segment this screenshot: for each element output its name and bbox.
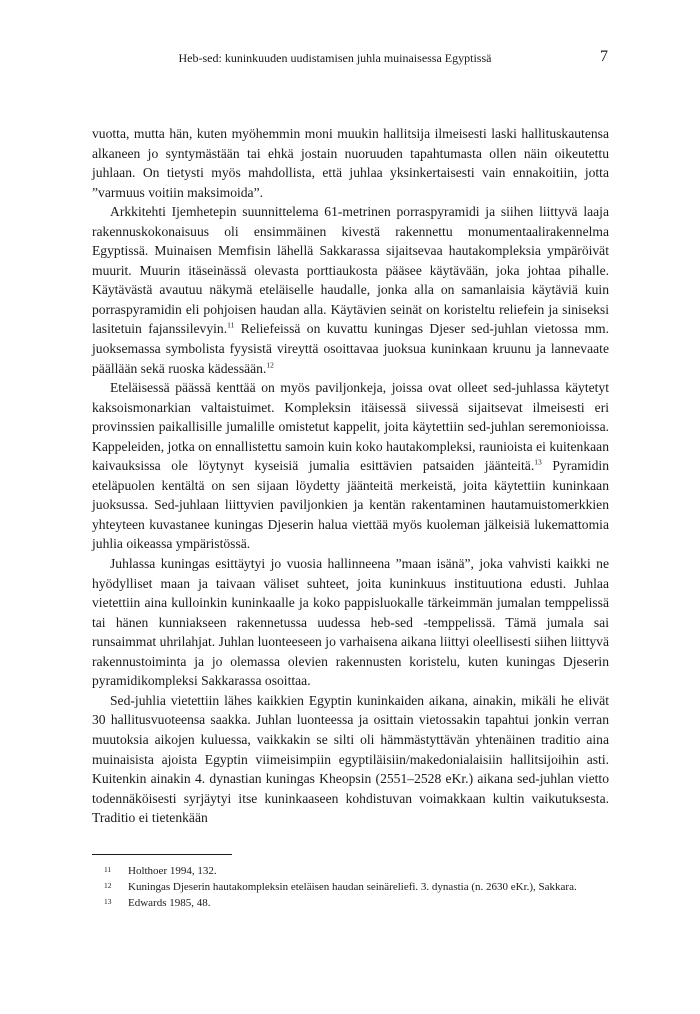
paragraph-3-text-a: Eteläisessä päässä kenttää on myös paviljonkeja, joissa ovat olleet sed-juhlassa käytetyt kaksoismonarkian valtaistuimet. Kompleksin itäisessä siivessä sijaitsevat ilmeisesti eri provinssien paikallisille jumalille omistetut kappelit, joita käytettiin sed-juhlan seremonioissa. Kappeleiden, jotka on ennallistettu samoin kuin koko hautakompleksi, raunioista ei kuitenkaan kaivauksissa ole löytynyt kyseisiä jumalia esittävien patsaiden jäänteitä. <box>92 380 609 474</box>
paragraph-3 <box>92 378 609 554</box>
footnotes <box>92 864 609 912</box>
footnote-ref-11[interactable]: 11 <box>227 320 235 330</box>
footnote-text: Kuningas Djeserin hautakompleksin eteläisen haudan seinäreliefi. 3. dynastia (n. 2630 eKr.), Sakkara. <box>128 881 577 893</box>
footnote-12 <box>92 880 609 895</box>
paragraph-2-text-a: Arkkitehti Ijemhetepin suunnittelema 61-metrinen porraspyramidi ja siihen liittyvä laaja rakennuskokonaisuus oli ensimmäinen kivestä rakennettu monumentaalirakennelma Egyptissä. Muinaisen Memfisin lähellä Sakkarassa sijaitsevaa hautakompleksia ympäröivät muurit. Muurin itäseinässä olevasta porttiaukosta pääsee käytävään, joka johtaa pihalle. Käytävästä avautuu näkymä eteläiselle haudalle, jonka alla on samanlaisia käytäviä kuin porraspyramidin eli pohjoisen haudan alla. Käytävien seinät on koristeltu reliefein ja siniseksi lasitetuin fajanssilevyin. <box>92 204 609 337</box>
footnote-ref-12[interactable]: 12 <box>266 360 274 370</box>
footnote-ref-13[interactable]: 13 <box>534 457 542 467</box>
running-head <box>92 50 608 70</box>
footnote-13 <box>92 896 609 911</box>
paragraph-4 <box>92 554 609 691</box>
paragraph-3-text-b: Pyramidin eteläpuolen kentältä on sen sijaan löydetty jäänteitä merkeistä, joita käytettiin kuninkaan juoksussa. Sed-juhlaan liittyvien paviljonkien ja kentän rakentaminen hautamuistomerkkien yhteyteen kuvastanee kuningas Djeserin halua viettää myös kuoleman jälkeisiä lukemattomia juhlia oikeassa ympäristössä. <box>92 458 609 552</box>
paragraph-1 <box>92 124 609 202</box>
paragraph-2-text-b: Reliefeissä on kuvattu kuningas Djeser sed-juhlan vietossa mm. juoksemassa symbolista fyysistä vireyttä osoittavaa juoksua kuninkaan kruunu ja lannevaate päällään sekä ruoska kädessään. <box>92 321 609 376</box>
page-number: 7 <box>600 48 608 65</box>
paragraph-5 <box>92 691 609 828</box>
footnote-number: 12 <box>104 881 112 890</box>
paragraph-2 <box>92 202 609 378</box>
footnote-number: 11 <box>104 865 112 874</box>
footnote-11 <box>92 864 609 879</box>
running-title: Heb-sed: kuninkuuden uudistamisen juhla muinaisessa Egyptissä <box>178 51 492 65</box>
footnote-divider <box>92 854 232 855</box>
paragraph-5-text: Sed-juhlia vietettiin lähes kaikkien Egyptin kuninkaiden aikana, ainakin, mikäli he elivät 30 hallitusvuoteensa saakka. Juhlan luonteessa ja osittain vietossakin tapahtui jonkin verran muutoksia aikojen kuluessa, vaikkakin se silti oli hämmästyttävän yhtenäinen traditio aina muinaisista ajoista Egyptin viimeisimpiin egyptiläisiin/makedonialaisiin hallitsijoihin asti. Kuitenkin ainakin 4. dynastian kuningas Kheopsin (2551–2528 eKr.) aikana sed-juhlan vietto todennäköisesti syrjäytyi itse kuninkaaseen kohdistuvan voimakkaan kultin vaikutuksesta. Traditio ei tietenkään <box>92 692 609 826</box>
body-text <box>92 124 609 828</box>
footnote-text: Holthoer 1994, 132. <box>128 865 217 877</box>
paragraph-4-text: Juhlassa kuningas esittäytyi jo vuosia hallinneena ”maan isänä”, joka vahvisti kaikki ne hyödylliset maan ja taivaan väliset suhteet, joita kuninkuus instituutiona edusti. Juhlaa vietettiin aina kulloinkin kuninkaalle ja koko pappisluokalle tärkeimmän jumalan temppelissä tai hänen kunniakseen rakennetussa uudessa heb-sed -temppelissä. Tämä jumala sai runsaimmat uhrilahjat. Juhlan luonteeseen jo varhaisena aikana liittyi oleellisesti siihen liittyvä rakennustoiminta ja jo olemassa olevien rakennusten koristelu, kuten kuningas Djeserin pyramidikompleksi Sakkarassa osoittaa. <box>92 556 609 689</box>
footnote-number: 13 <box>104 897 112 906</box>
paragraph-1-text: vuotta, mutta hän, kuten myöhemmin moni muukin hallitsija ilmeisesti laski hallituskautensa alkaneen jo syntymästään tai ehkä jostain nuoruuden tapahtumasta ollen näin oikeutettu juhlaan. On tietysti myös mahdollista, että juhlaa yksinkertaisesti vain ennakoitiin, jotta ”varmuus voitiin maksimoida”. <box>92 126 609 200</box>
footnote-text: Edwards 1985, 48. <box>128 897 211 909</box>
